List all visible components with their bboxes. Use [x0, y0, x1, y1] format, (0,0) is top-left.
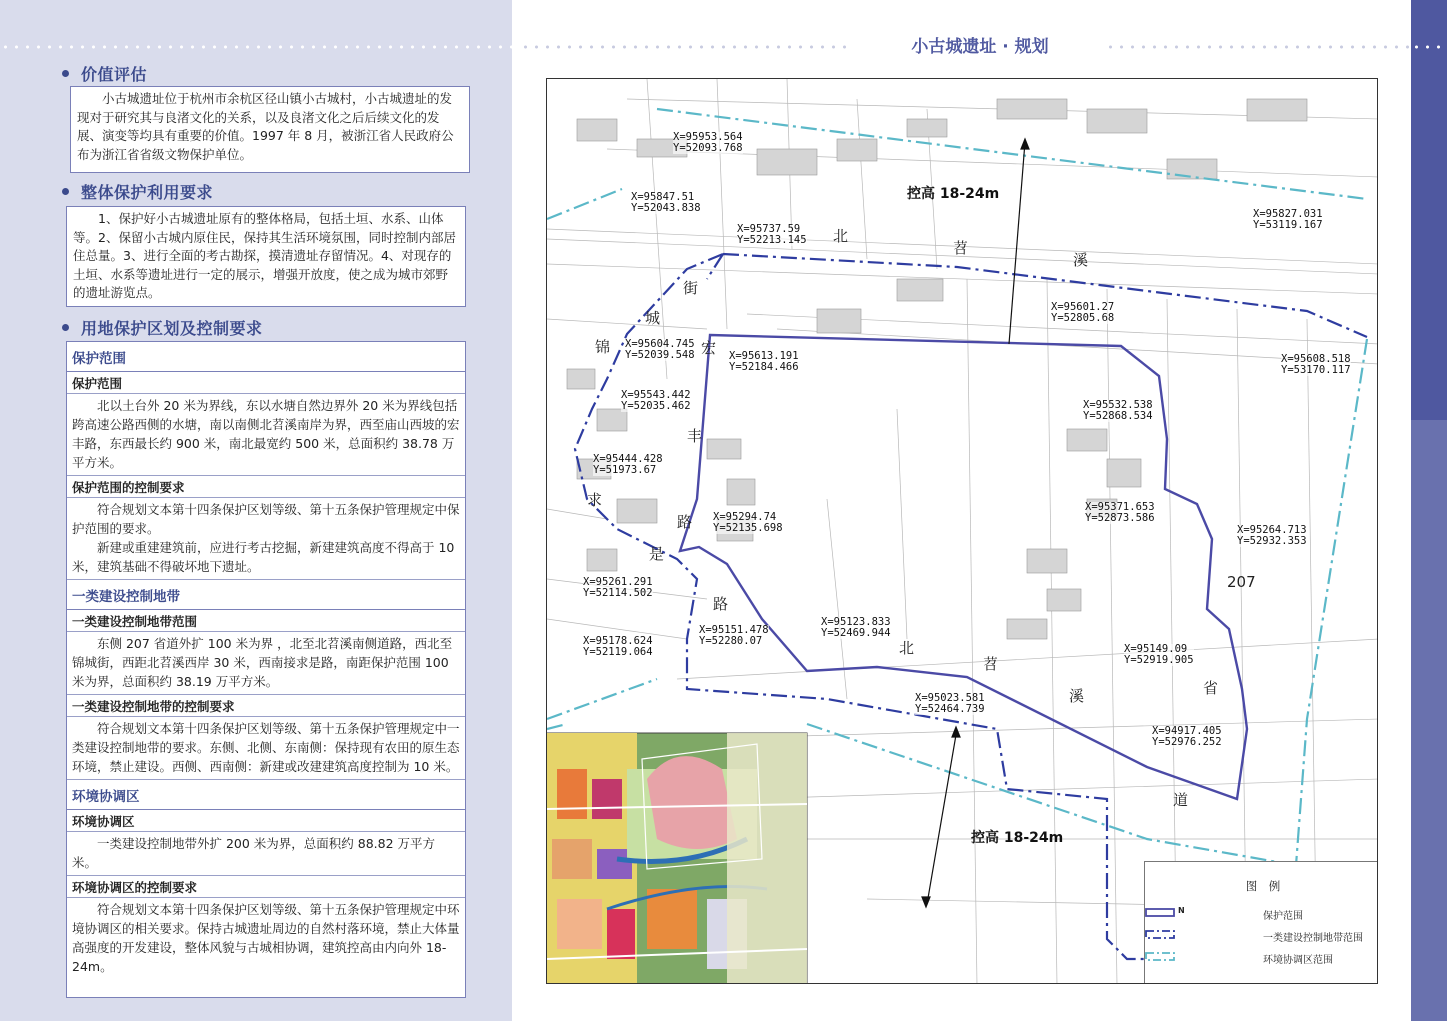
dotted-divider [1411, 45, 1447, 49]
legend-item: 一类建设控制地带范围 [1263, 933, 1363, 944]
road-name-char: 锦 [595, 338, 611, 356]
coord-label: X=95371.653 Y=52873.586 [1085, 501, 1155, 524]
legend-swatch-env [1145, 952, 1175, 961]
road-name-char: 省 [1203, 679, 1219, 697]
legend-swatch-control [1145, 930, 1175, 939]
height-limit-label: 控高 18-24m [971, 830, 1064, 846]
table-bar-zone1: 一类建设控制地带 [67, 580, 465, 610]
section-heading-value [62, 62, 147, 85]
table-text-env-ctrl [67, 898, 465, 979]
road-name-char: 城 [645, 309, 661, 327]
basemap-buildings [567, 99, 1307, 639]
coord-label: X=95604.745 Y=52039.548 [625, 338, 695, 361]
bullet-icon [62, 70, 69, 77]
coord-label: X=95953.564 Y=52093.768 [673, 131, 743, 154]
sidebar-block-bottom [1411, 420, 1447, 1021]
river-name-char: 北 [833, 227, 849, 245]
sidebar-block-top [1411, 0, 1447, 420]
legend-swatch-protect [1145, 908, 1175, 917]
coord-label: X=95261.291 Y=52114.502 [583, 576, 653, 599]
road-name-char: 街 [683, 279, 699, 297]
road-name-char: 路 [713, 595, 729, 613]
heading-text: 价值评估 [81, 65, 148, 84]
table-cell: 新建或重建建筑前，应进行考古挖掘，新建建筑高度不得高于 10 米，建筑基础不得破坏地下遗址。 [72, 540, 455, 574]
table-cell: 符合规划文本第十四条保护区划等级、第十五条保护管理规定中一类建设控制地带的要求。东侧、北侧、东南侧：保持现有农田的原生态环境，禁止建设。西侧、西南侧：新建或改建建筑高度控制为 10 米。 [72, 721, 460, 774]
table-text-zone1 [67, 632, 465, 695]
table-sub-zone1: 一类建设控制地带范围 [67, 610, 465, 632]
table-text-protect [67, 394, 465, 476]
bullet-icon [62, 188, 69, 195]
overall-box [66, 206, 466, 307]
coord-label: X=95444.428 Y=51973.67 [593, 453, 663, 476]
coord-label: X=95023.581 Y=52464.739 [915, 692, 985, 715]
coord-label: X=95601.27 Y=52805.68 [1051, 301, 1115, 324]
river-name-char: 苕 [983, 655, 999, 673]
coord-label: X=95264.713 Y=52932.353 [1237, 524, 1307, 547]
coord-label: X=94917.405 Y=52976.252 [1152, 725, 1222, 748]
map-legend [1144, 861, 1378, 984]
left-panel [0, 0, 512, 1021]
table-sub-zone1-ctrl: 一类建设控制地带的控制要求 [67, 695, 465, 717]
river-name-char: 北 [899, 639, 915, 657]
control-table [66, 341, 466, 998]
dotted-divider [520, 45, 850, 49]
table-cell: 一类建设控制地带外扩 200 米为界，总面积约 88.82 万平方米。 [72, 836, 436, 870]
coord-label: X=95613.191 Y=52184.466 [729, 350, 799, 373]
bullet-icon [62, 324, 69, 331]
table-sub-env: 环境协调区 [67, 810, 465, 832]
page-title: 小古城遗址 · 规划 [911, 37, 1049, 57]
dotted-divider [1105, 45, 1410, 49]
table-cell: 北以土台外 20 米为界线，东以水塘自然边界外 20 米为界线包括跨高速公路西侧的水塘，南以南侧北苕溪南岸为界，西至庙山西坡的宏丰路，东西最长约 900 米，南北最宽约 500 米，总面积约 38.78 万平方米。 [72, 398, 460, 470]
table-text-env [67, 832, 465, 876]
road-name-char: 道 [1173, 791, 1189, 809]
north-label: N [1178, 906, 1185, 915]
road-name-char: 路 [677, 513, 693, 531]
section-heading-overall [62, 180, 213, 203]
section-heading-landuse [62, 316, 263, 339]
legend-title: 图 例 [1245, 879, 1281, 893]
road-name-char: 丰 [687, 427, 703, 445]
heading-text: 用地保护区划及控制要求 [81, 319, 263, 338]
river-name-char: 溪 [1069, 687, 1085, 705]
coord-label: X=95532.538 Y=52868.534 [1083, 399, 1153, 422]
legend-item: 环境协调区范围 [1263, 955, 1333, 966]
coord-label: X=95847.51 Y=52043.838 [631, 191, 701, 214]
coord-label: X=95294.74 Y=52135.698 [713, 511, 783, 534]
heading-text: 整体保护利用要求 [81, 183, 214, 202]
right-sidebar [1411, 0, 1447, 1021]
table-cell: 符合规划文本第十四条保护区划等级、第十五条保护管理规定中环境协调区的相关要求。保持古城遗址周边的自然村落环境，禁止大体量高强度的开发建设，整体风貌与古城相协调，建筑控高由内向外 18-24m。 [72, 902, 460, 974]
coord-label: X=95543.442 Y=52035.462 [621, 389, 691, 412]
coord-label: X=95737.59 Y=52213.145 [737, 223, 807, 246]
road-name-char: 207 [1227, 573, 1256, 591]
table-cell: 东侧 207 省道外扩 100 米为界 ，北至北苕溪南侧道路，西北至锦城街，西距北苕溪西岸 30 米，西南接求是路，南距保护范围 100 米为界，总面积约 38.19 万平方米。 [72, 636, 453, 689]
table-bar-protect: 保护范围 [67, 342, 465, 372]
table-sub-protect: 保护范围 [67, 372, 465, 394]
road-name-char: 宏 [701, 339, 717, 357]
river-name-char: 溪 [1073, 251, 1089, 269]
planning-map [546, 78, 1378, 984]
coord-label: X=95151.478 Y=52280.07 [699, 624, 769, 647]
river-name-char: 苕 [953, 239, 969, 257]
table-bar-env: 环境协调区 [67, 780, 465, 810]
coord-label: X=95178.624 Y=52119.064 [583, 635, 653, 658]
coord-label: X=95123.833 Y=52469.944 [821, 616, 891, 639]
road-name-char: 求 [587, 491, 603, 509]
value-text: 小古城遗址位于杭州市余杭区径山镇小古城村，小古城遗址的发现对于研究其与良渚文化的关系，以及良渚文化之后后续文化的发展、演变等均具有重要的价值。1997 年 8 月，被浙江省人民政府公布为浙江省省级文物保护单位。 [77, 91, 454, 162]
coord-label: X=95827.031 Y=53119.167 [1253, 208, 1323, 231]
table-text-zone1-ctrl [67, 717, 465, 780]
overall-text: 1、保护好小古城遗址原有的整体格局，包括土垣、水系、山体等。2、保留小古城内原住民，保持其生活环境氛围，同时控制内部居住总量。3、进行全面的考古勘探，摸清遗址存留情况。4、对现存的土垣、水系等遗址进行一定的展示，增强开放度，使之成为城市郊野的遗址游览点。 [73, 211, 456, 300]
height-limit-label: 控高 18-24m [907, 186, 1000, 202]
table-text-protect-ctrl [67, 498, 465, 580]
table-cell: 符合规划文本第十四条保护区划等级、第十五条保护管理规定中保护范围的要求。 [72, 502, 460, 536]
legend-item: 保护范围 [1263, 911, 1303, 922]
table-sub-env-ctrl: 环境协调区的控制要求 [67, 876, 465, 898]
road-name-char: 是 [649, 545, 665, 563]
dotted-divider [0, 45, 512, 49]
value-box [70, 86, 470, 173]
table-sub-protect-ctrl: 保护范围的控制要求 [67, 476, 465, 498]
coord-label: X=95608.518 Y=53170.117 [1281, 353, 1351, 376]
inset-map [547, 733, 807, 984]
coord-label: X=95149.09 Y=52919.905 [1124, 643, 1194, 666]
